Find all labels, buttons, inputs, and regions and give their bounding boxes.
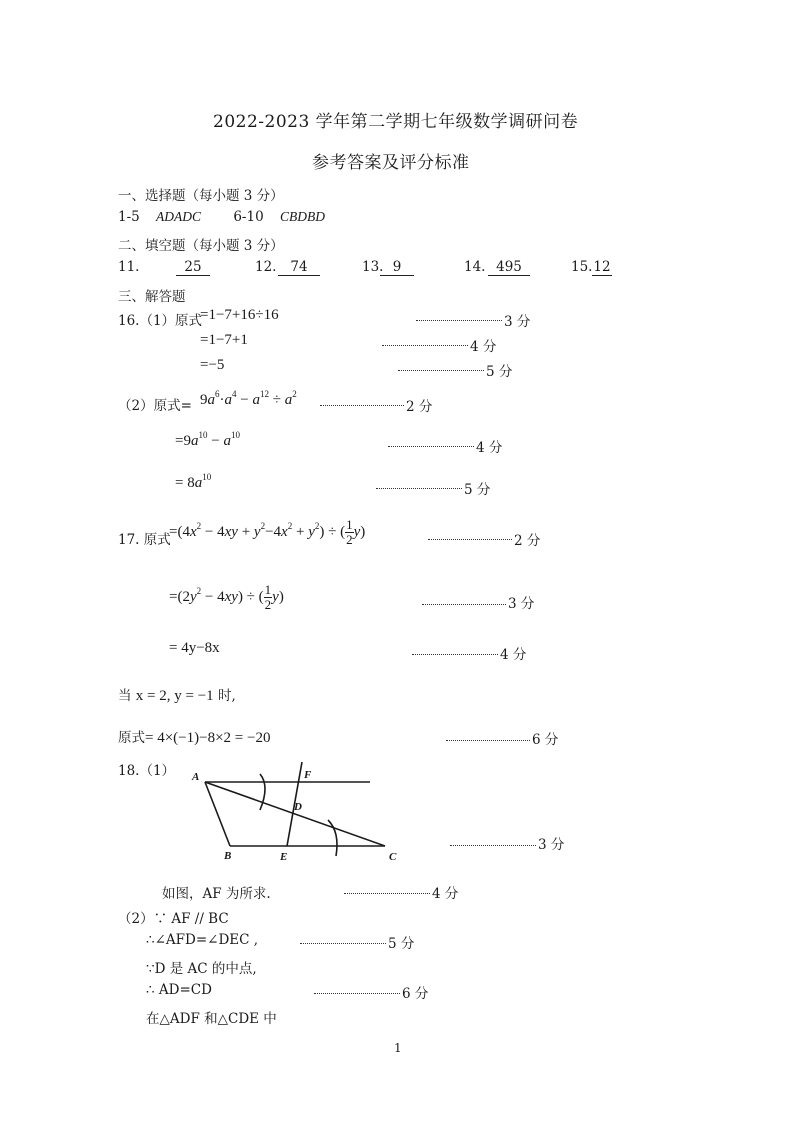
leader-dots (428, 539, 512, 540)
leader-dots (398, 370, 484, 371)
fill-num-13: 13. (362, 259, 384, 275)
fill-ans-14: 495 (488, 259, 530, 276)
label-c: C (389, 851, 397, 863)
q16-p2-line1: $9a^6\cdot a^4 - a^{12} \div a^2$ (200, 389, 297, 408)
label-f: F (304, 769, 312, 781)
q18-p2-line3: ∴ AD=CD (146, 982, 212, 998)
q16-p2-score1: 2 分 (406, 399, 433, 415)
leader-dots (422, 604, 506, 605)
q18-label: 18.（1） (118, 763, 176, 779)
q17-result-label: 原式 (118, 730, 145, 746)
page-subtitle: 参考答案及评分标准 (312, 153, 470, 173)
leader-dots (416, 320, 502, 321)
q18-conclusion-score: 4 分 (432, 886, 459, 902)
q18-p2-score1: 5 分 (388, 936, 415, 952)
fill-ans-12: 74 (278, 259, 320, 276)
fill-num-11: 11. (118, 259, 140, 275)
leader-dots (388, 446, 474, 447)
q17-cond-prefix: 当 (118, 688, 132, 704)
label-b: B (224, 850, 232, 862)
leader-dots (300, 943, 386, 944)
q18-conclusion: 如图，AF 为所求. (162, 886, 271, 902)
choice-answers (118, 209, 325, 225)
q17-result-expr: = 4×(−1)−8×2 = −20 (145, 730, 271, 746)
q17-result (118, 726, 270, 747)
q18-p2-label: （2）∵ AF // BC (118, 911, 229, 927)
q17-line3: = 4y−8x (169, 640, 220, 656)
label-e: E (280, 851, 288, 863)
line-ab (205, 782, 230, 846)
q16-p1-line3: =−5 (200, 357, 225, 373)
q17-line1: $=(4x^2 - 4xy + y^2-4x^2 + y^2)$ ÷ ( $\frac{1}{2}$ y) (169, 517, 366, 547)
fill-ans-15: 12 (593, 259, 611, 275)
fill-num-12: 12. (255, 259, 277, 275)
q16-p1-line1: =1−7+16÷16 (200, 307, 279, 323)
q17-score3: 4 分 (500, 647, 527, 663)
q16-p2-score2: 4 分 (476, 440, 503, 456)
leader-dots (314, 993, 400, 994)
q16-p1-score1: 3 分 (504, 314, 531, 330)
page-number: 1 (394, 1041, 402, 1055)
fill-num-14: 14. (464, 259, 486, 275)
fill-ans-11: 25 (176, 259, 210, 276)
label-d: D (294, 801, 302, 813)
fill-ans-13: 9 (380, 259, 414, 276)
q17-score2: 3 分 (508, 596, 535, 612)
geometry-figure (190, 758, 420, 868)
leader-dots (320, 405, 404, 406)
q17-score4: 6 分 (532, 732, 559, 748)
q17-cond-expr: x = 2, y = −1 (135, 688, 214, 704)
q16-p2-line3: = $8a^{10}$ (175, 472, 212, 491)
q16-p1-score3: 5 分 (486, 364, 513, 380)
q17-cond-suffix: 时, (217, 688, 236, 704)
line-ac (205, 782, 385, 846)
q18-p2-line2: ∵D 是 AC 的中点, (146, 961, 257, 977)
leader-dots (344, 893, 430, 894)
leader-dots (382, 345, 468, 346)
q18-p2-line4: 在△ADF 和△CDE 中 (146, 1011, 277, 1027)
solve-section-title: 三、解答题 (118, 289, 186, 305)
q17-line2: $=(2y^2 - 4xy)$ ÷ ( $\frac{1}{2}$ y) (169, 582, 284, 612)
q16-p2-label: （2）原式= (118, 398, 192, 414)
leader-dots (450, 845, 536, 846)
leader-dots (412, 654, 498, 655)
choice-r1-answers: ADADC (156, 209, 202, 224)
q16-p1-score2: 4 分 (470, 339, 497, 355)
q16-p1-label: 16.（1）原式 (118, 313, 203, 329)
choice-r2-label: 6-10 (233, 209, 264, 225)
q16-p2-score3: 5 分 (464, 482, 491, 498)
q16-p1-line2: =1−7+1 (200, 332, 248, 348)
leader-dots (446, 740, 530, 741)
fill-section-title: 二、填空题（每小题 3 分） (118, 238, 284, 254)
choice-section-title: 一、选择题（每小题 3 分） (118, 188, 284, 204)
label-a: A (192, 771, 200, 783)
arc-at-a (260, 774, 265, 810)
choice-r1-label: 1-5 (118, 209, 140, 225)
q16-p2-line2: $=9a^{10} - a^{10}$ (175, 430, 240, 449)
q18-fig-score: 3 分 (538, 837, 565, 853)
choice-r2-answers: CBDBD (279, 209, 325, 224)
q17-condition (118, 684, 236, 705)
q17-label: 17. 原式 (118, 532, 171, 548)
q18-p2-score2: 6 分 (402, 986, 429, 1002)
q18-p2-line1: ∴∠AFD=∠DEC , (146, 932, 259, 948)
leader-dots (376, 488, 462, 489)
fill-num-15: 15. (571, 259, 593, 275)
page-title: 2022-2023 学年第二学期七年级数学调研问卷 (213, 112, 579, 132)
q17-score1: 2 分 (514, 533, 541, 549)
